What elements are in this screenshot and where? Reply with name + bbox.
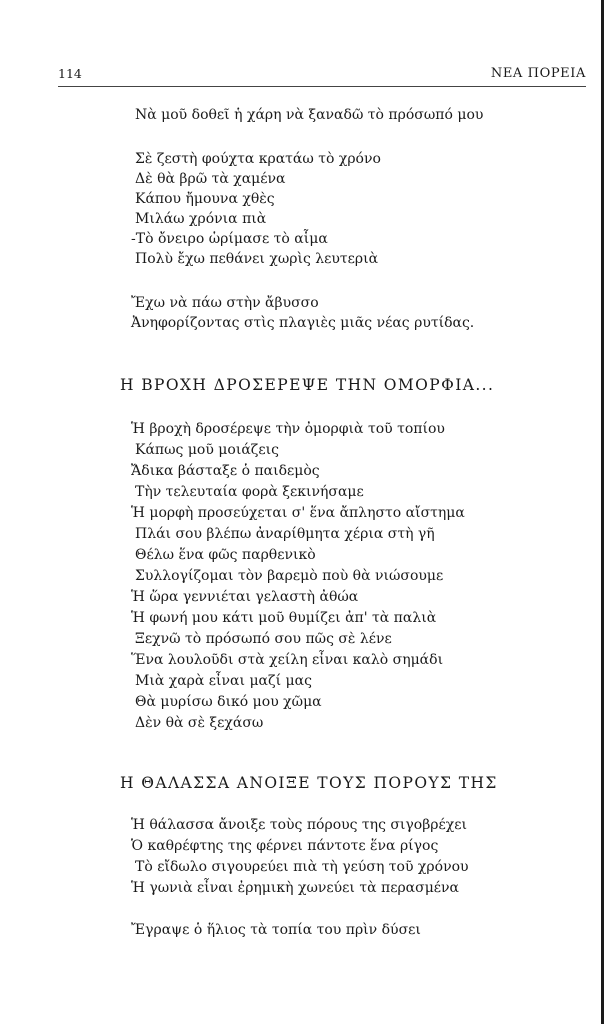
poem-line: Δὲ θὰ βρῶ τὰ χαμένα [135, 171, 286, 187]
running-head: ΝΕΑ ΠΟΡΕΙΑ [490, 66, 586, 81]
poem-line: Ἄδικα βάσταξε ὁ παιδεμὸς [131, 463, 320, 479]
poem-line: Ἀνηφορίζοντας στὶς πλαγιὲς μιᾶς νέας ρυτίδας. [131, 315, 475, 331]
poem-line: Θέλω ἕνα φῶς παρθενικὸ [135, 547, 316, 563]
poem-line: Ἡ θάλασσα ἄνοιξε τοὺς πόρους της σιγοβρέχει [131, 817, 467, 833]
poem-line: Μιλάω χρόνια πιὰ [135, 211, 267, 227]
poem-line: Κάπου ἤμουνα χθὲς [135, 191, 275, 207]
poem-line: Ἔχω νὰ πάω στὴν ἄβυσσο [131, 295, 319, 311]
poem-line: Ἡ γωνιὰ εἶναι ἐρημικὴ χωνεύει τὰ περασμένα [131, 880, 460, 896]
poem-line: Τὸ εἴδωλο σιγουρεύει πιὰ τὴ γεύση τοῦ χρόνου [135, 859, 469, 875]
poem-line: Σὲ ζεστὴ φούχτα κρατάω τὸ χρόνο [135, 151, 381, 167]
poem-line: -Τὸ ὄνειρο ὡρίμασε τὸ αἷμα [131, 231, 328, 247]
poem-line: Ἡ ὥρα γεννιέται γελαστὴ ἀθώα [131, 589, 359, 605]
poem-line: Ἡ μορφὴ προσεύχεται σ' ἕνα ἄπληστο αἴστημα [131, 505, 465, 521]
poem-line: Ξεχνῶ τὸ πρόσωπό σου πῶς σὲ λένε [135, 631, 392, 647]
poem-line: Πολὺ ἔχω πεθάνει χωρὶς λευτεριὰ [135, 251, 379, 267]
poem-line: Πλάι σου βλέπω ἀναρίθμητα χέρια στὴ γῆ [135, 526, 435, 542]
poem-line: Μιὰ χαρὰ εἶναι μαζί μας [135, 673, 312, 689]
poem-line: Ἡ φωνή μου κάτι μοῦ θυμίζει ἀπ' τὰ παλιὰ [131, 610, 437, 626]
section-title: Η ΒΡΟΧΗ ΔΡΟΣΕΡΕΨΕ ΤΗΝ ΟΜΟΡΦΙΑ... [120, 376, 495, 394]
poem-line: Θὰ μυρίσω δικό μου χῶμα [135, 694, 322, 710]
poem-line: Ἔγραψε ὁ ἥλιος τὰ τοπία του πρὶν δύσει [131, 922, 421, 938]
section-title: Η ΘΑΛΑΣΣΑ ΑΝΟΙΞΕ ΤΟΥΣ ΠΟΡΟΥΣ ΤΗΣ [120, 774, 498, 792]
poem-line: Συλλογίζομαι τὸν βαρεμὸ ποὺ θὰ νιώσουμε [135, 568, 444, 584]
page-number: 114 [58, 66, 82, 81]
poem-line: Ἕνα λουλοῦδι στὰ χείλη εἶναι καλὸ σημάδι [131, 652, 444, 668]
poem-line: Τὴν τελευταία φορὰ ξεκινήσαμε [135, 484, 364, 500]
page-header [58, 66, 586, 87]
poem-line: Δὲν θὰ σὲ ξεχάσω [135, 715, 264, 731]
poem-line: Νὰ μοῦ δοθεῖ ἡ χάρη νὰ ξαναδῶ τὸ πρόσωπό μου [135, 107, 484, 123]
poem-line: Κάπως μοῦ μοιάζεις [135, 442, 279, 458]
poem-line: Ἡ βροχὴ δροσέρεψε τὴν ὀμορφιὰ τοῦ τοπίου [131, 421, 445, 437]
poem-line: Ὁ καθρέφτης της φέρνει πάντοτε ἕνα ρίγος [131, 838, 439, 854]
